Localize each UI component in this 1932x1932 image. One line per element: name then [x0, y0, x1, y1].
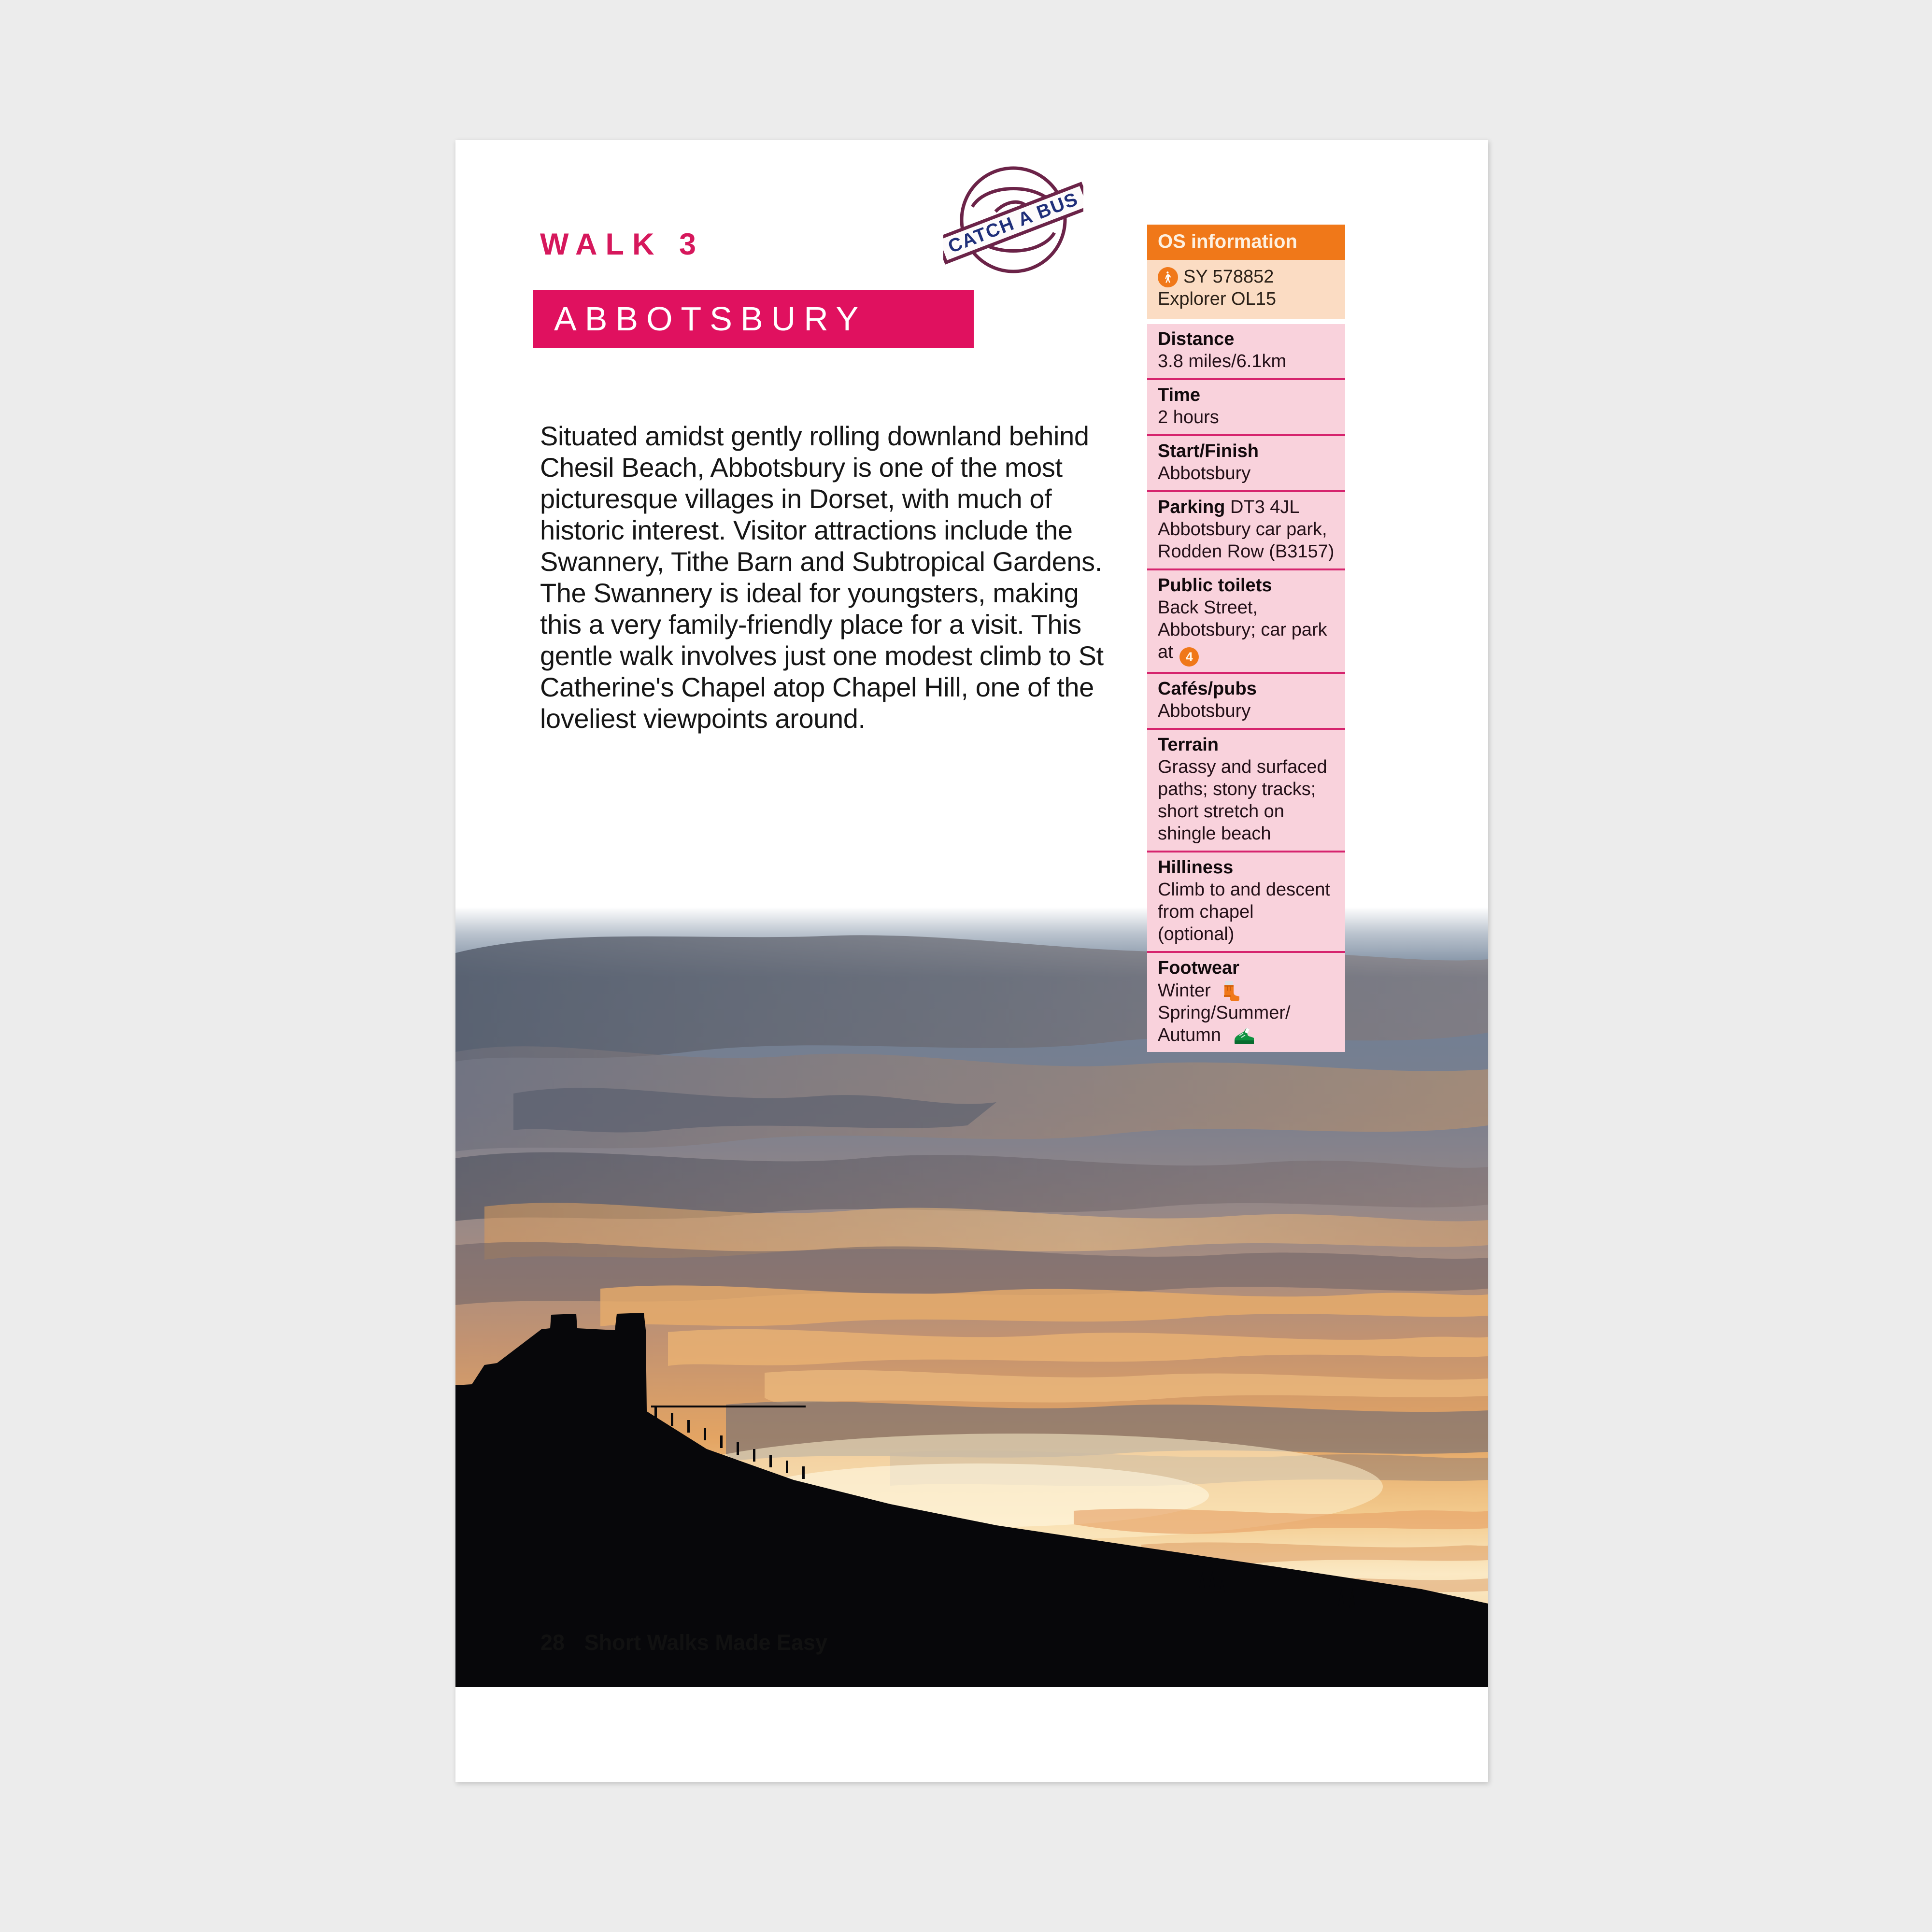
info-value-public-toilets: [1158, 597, 1335, 667]
info-row-footwear: [1147, 953, 1345, 1052]
info-label-start-finish: Start/Finish: [1158, 441, 1259, 462]
intro-paragraph: Situated amidst gently rolling downland behind Chesil Beach, Abbotsbury is one of the most picturesque villages in Dorset, with much of historic interest. Visitor attractions include the Swannery, Tithe Barn and Subtropical Gardens. The Swannery is ideal for youngsters, making this a very family-friendly place for a visit. This gentle walk involves just one modest climb to St Catherine's Chapel atop Chapel Hill, one of the loveliest viewpoints around.: [540, 421, 1104, 734]
info-value-time: 2 hours: [1158, 407, 1219, 428]
page-footer: [540, 1630, 827, 1655]
os-grid-reference: SY 578852: [1183, 267, 1274, 287]
info-value-footwear-winter: [1158, 980, 1335, 1002]
os-information-body: [1147, 260, 1345, 319]
info-value-distance: 3.8 miles/6.1km: [1158, 351, 1287, 372]
info-value-start-finish: Abbotsbury: [1158, 463, 1251, 484]
info-label-public-toilets: Public toilets: [1158, 575, 1272, 596]
page-title: ABBOTSBURY: [554, 300, 867, 338]
wellington-boot-icon: [1220, 980, 1240, 1001]
info-label-parking: Parking: [1158, 497, 1225, 517]
info-row-public-toilets: [1147, 570, 1345, 674]
info-label-hilliness: Hilliness: [1158, 857, 1234, 878]
os-information-rows: [1147, 324, 1345, 1051]
info-value-cafes-pubs: Abbotsbury: [1158, 701, 1251, 722]
info-label-terrain: Terrain: [1158, 735, 1219, 755]
page-number: 28: [540, 1630, 565, 1655]
info-row-cafes-pubs: [1147, 674, 1345, 730]
info-label-cafes-pubs: Cafés/pubs: [1158, 679, 1257, 699]
info-value-terrain: Grassy and surfaced paths; stony tracks; short stretch on shingle beach: [1158, 757, 1327, 844]
info-value-parking-postcode: DT3 4JL: [1230, 497, 1300, 517]
book-title: Short Walks Made Easy: [584, 1630, 828, 1655]
info-label-time: Time: [1158, 385, 1201, 406]
catch-a-bus-label: CATCH A BUS: [945, 188, 1081, 257]
os-information-header: OS information: [1147, 225, 1345, 260]
info-value-footwear-other: [1158, 1002, 1335, 1047]
os-information-panel: [1147, 225, 1345, 1052]
info-label-footwear: Footwear: [1158, 957, 1239, 978]
info-row-hilliness: [1147, 852, 1345, 953]
book-page: [455, 140, 1488, 1782]
walk-number-label: WALK 3: [540, 227, 705, 261]
walking-shoe-icon: [1231, 1026, 1254, 1045]
os-map-sheet: Explorer OL15: [1158, 288, 1277, 309]
walker-icon: [1158, 267, 1178, 287]
info-row-time: [1147, 380, 1345, 436]
catch-a-bus-badge: [943, 150, 1083, 290]
info-value-parking: Abbotsbury car park, Rodden Row (B3157): [1158, 519, 1335, 562]
info-value-hilliness: Climb to and descent from chapel (optional): [1158, 879, 1330, 944]
info-value-public-toilets-text: Back Street, Abbotsbury; car park at: [1158, 597, 1327, 662]
info-row-start-finish: [1147, 436, 1345, 492]
info-label-distance: Distance: [1158, 329, 1235, 350]
footwear-other-text: Spring/Summer/ Autumn: [1158, 1002, 1291, 1045]
info-row-terrain: [1147, 730, 1345, 852]
footwear-winter-text: Winter: [1158, 980, 1216, 1001]
info-row-distance: [1147, 324, 1345, 380]
walk-title-banner: [533, 290, 974, 348]
waypoint-number-badge: 4: [1179, 647, 1199, 667]
info-row-parking: [1147, 492, 1345, 570]
